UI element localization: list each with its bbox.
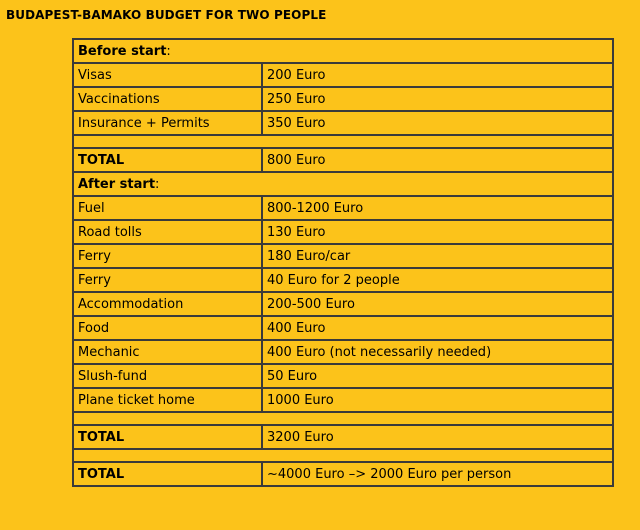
cost-cell: 800-1200 Euro xyxy=(262,196,613,220)
item-cell: Mechanic xyxy=(73,340,262,364)
spacer-row xyxy=(73,412,613,425)
table-row xyxy=(73,268,613,292)
total-value: 3200 Euro xyxy=(262,425,613,449)
cost-cell: 200 Euro xyxy=(262,63,613,87)
total-row-before xyxy=(73,148,613,172)
cost-cell: 180 Euro/car xyxy=(262,244,613,268)
cost-cell: 40 Euro for 2 people xyxy=(262,268,613,292)
spacer-row xyxy=(73,135,613,148)
table-row xyxy=(73,316,613,340)
section-header-before: Before start: xyxy=(73,39,613,63)
spacer-cell xyxy=(73,412,613,425)
table-row xyxy=(73,388,613,412)
grand-total-row xyxy=(73,462,613,486)
table-row xyxy=(73,87,613,111)
grand-total-label: TOTAL xyxy=(73,462,262,486)
section-row-after xyxy=(73,172,613,196)
table-row xyxy=(73,220,613,244)
table-row xyxy=(73,364,613,388)
table-row xyxy=(73,111,613,135)
cost-cell: 1000 Euro xyxy=(262,388,613,412)
page-title: BUDAPEST-BAMAKO BUDGET FOR TWO PEOPLE xyxy=(6,8,327,22)
item-cell: Accommodation xyxy=(73,292,262,316)
budget-table xyxy=(72,38,614,487)
item-cell: Ferry xyxy=(73,268,262,292)
item-cell: Fuel xyxy=(73,196,262,220)
total-value: 800 Euro xyxy=(262,148,613,172)
section-header-label: Before start xyxy=(78,43,167,59)
section-header-label: After start xyxy=(78,176,156,192)
cost-cell: 400 Euro (not necessarily needed) xyxy=(262,340,613,364)
cost-cell: 200-500 Euro xyxy=(262,292,613,316)
cost-cell: 130 Euro xyxy=(262,220,613,244)
cost-cell: 350 Euro xyxy=(262,111,613,135)
item-cell: Road tolls xyxy=(73,220,262,244)
section-header-after: After start: xyxy=(73,172,613,196)
grand-total-value: ~4000 Euro –> 2000 Euro per person xyxy=(262,462,613,486)
item-cell: Food xyxy=(73,316,262,340)
item-cell: Slush-fund xyxy=(73,364,262,388)
spacer-cell xyxy=(73,135,613,148)
item-cell: Visas xyxy=(73,63,262,87)
spacer-cell xyxy=(73,449,613,462)
table-row xyxy=(73,196,613,220)
cost-cell: 50 Euro xyxy=(262,364,613,388)
table-row xyxy=(73,63,613,87)
total-label: TOTAL xyxy=(73,148,262,172)
cost-cell: 250 Euro xyxy=(262,87,613,111)
item-cell: Vaccinations xyxy=(73,87,262,111)
item-cell: Insurance + Permits xyxy=(73,111,262,135)
item-cell: Plane ticket home xyxy=(73,388,262,412)
table-row xyxy=(73,340,613,364)
total-label: TOTAL xyxy=(73,425,262,449)
item-cell: Ferry xyxy=(73,244,262,268)
table-row xyxy=(73,292,613,316)
total-row-after xyxy=(73,425,613,449)
section-row-before xyxy=(73,39,613,63)
spacer-row xyxy=(73,449,613,462)
table-row xyxy=(73,244,613,268)
cost-cell: 400 Euro xyxy=(262,316,613,340)
